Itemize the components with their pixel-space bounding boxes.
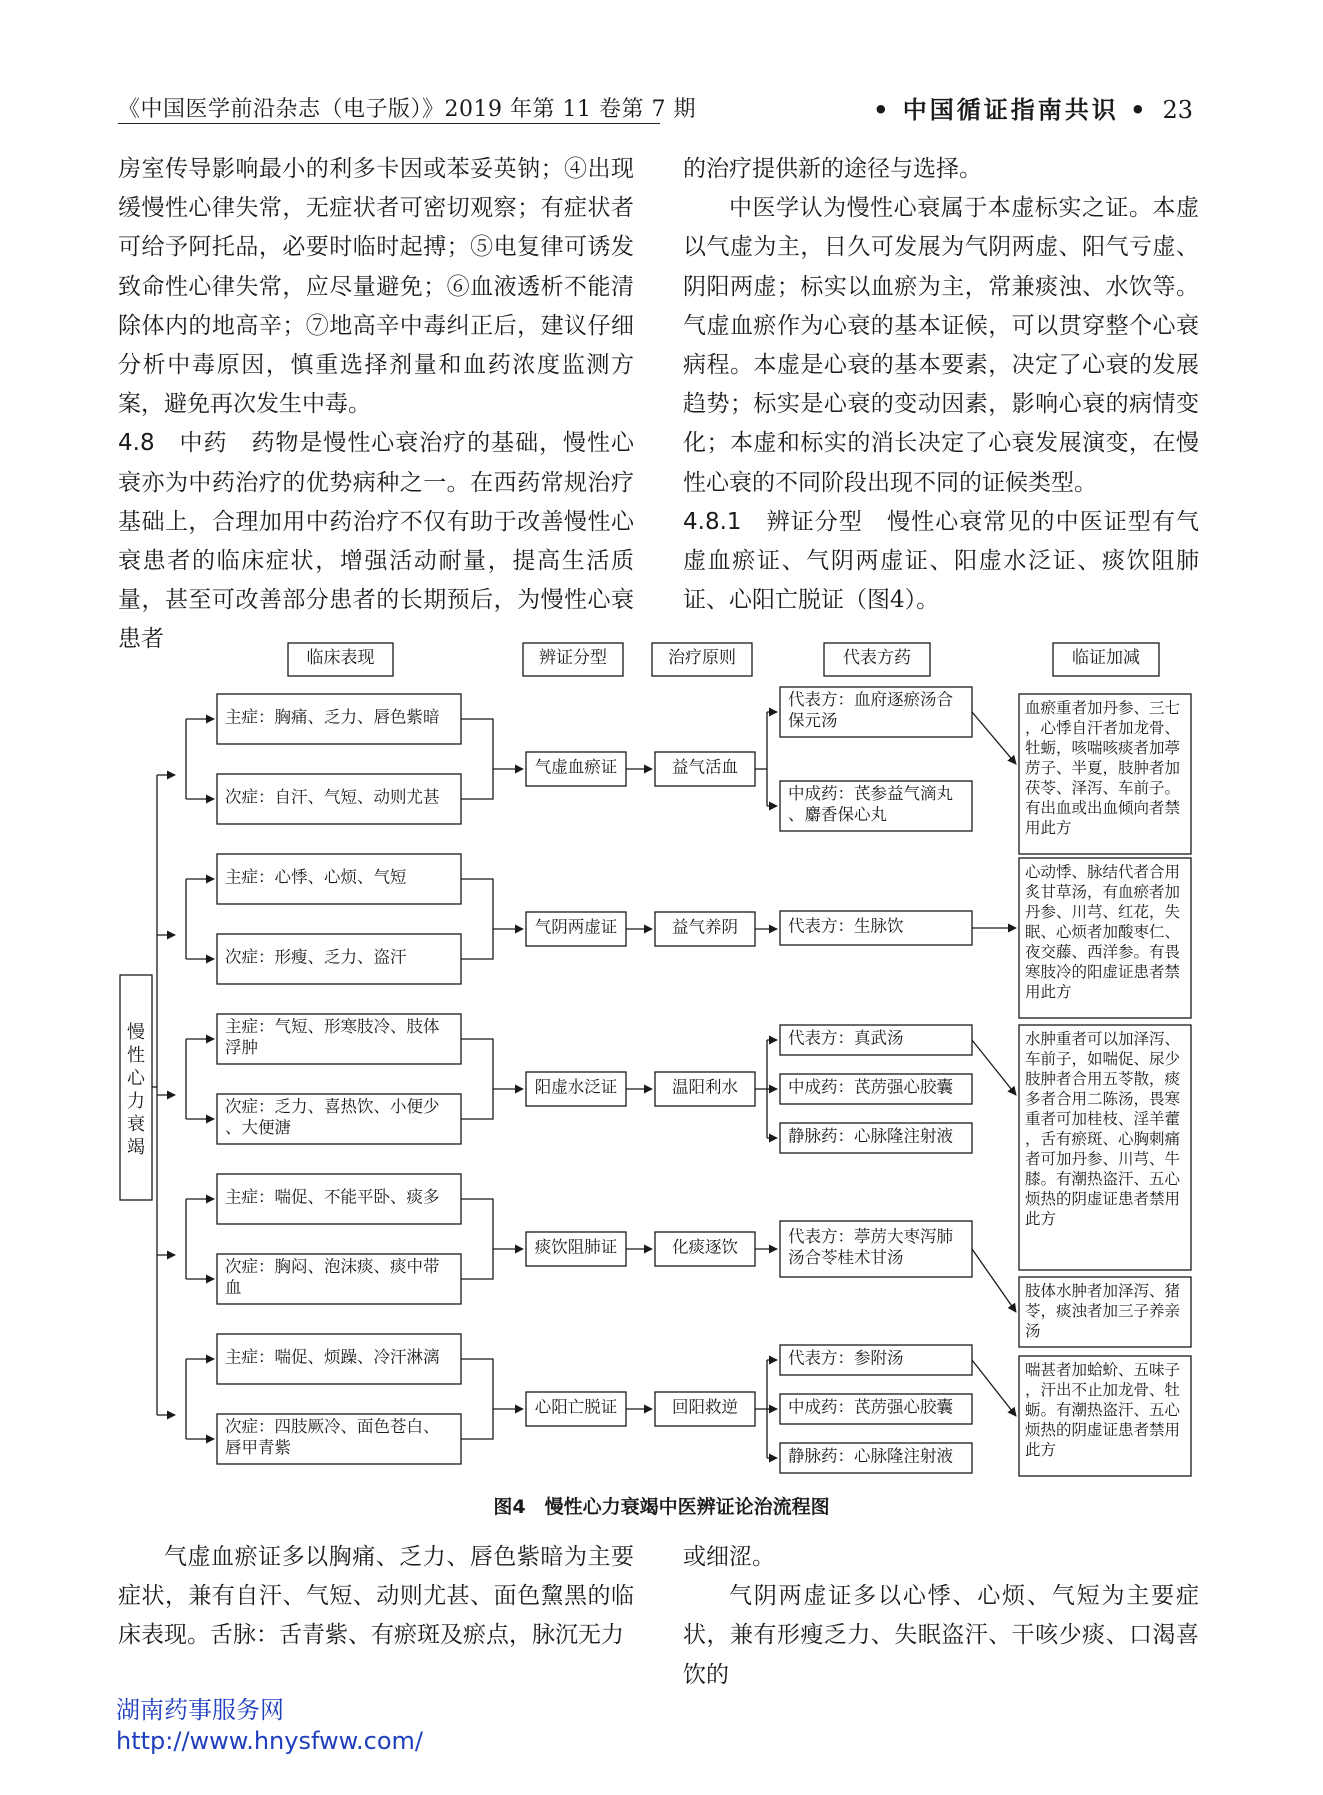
body-right-column-bottom xyxy=(683,1538,1199,1695)
drug-box-text: 中成药：芪苈强心胶囊 xyxy=(788,1077,953,1097)
drug-box xyxy=(780,1443,972,1473)
modification-box-text: 重者可加桂枝、淫羊藿 xyxy=(1025,1110,1181,1129)
modification-box-text: 蛎。有潮热盗汗、五心 xyxy=(1025,1401,1181,1420)
modification-box-text: 丹参、川芎、红花，失 xyxy=(1025,903,1181,922)
main-symptom-box xyxy=(217,1014,461,1064)
root-box xyxy=(120,975,152,1200)
column-header xyxy=(523,643,623,676)
paragraph: 4.8.1 辨证分型 慢性心衰常见的中医证型有气虚血瘀证、气阴两虚证、阳虚水泛证、痰饮阻肺证、心阳亡脱证（图4）。 xyxy=(683,508,1200,614)
main-symptom-box-text: 主症：胸痛、乏力、唇色紫暗 xyxy=(225,707,440,727)
secondary-symptom-box xyxy=(217,1254,461,1304)
modification-box xyxy=(1019,858,1191,1018)
main-symptom-box xyxy=(217,694,461,744)
secondary-symptom-box-text: 次症：四肢厥冷、面色苍白、 xyxy=(225,1417,440,1437)
modification-box xyxy=(1019,1277,1191,1347)
flow-arrow xyxy=(972,712,1016,764)
column-header-text: 临床表现 xyxy=(306,647,375,668)
modification-box-text: 烦热的阴虚证患者禁用 xyxy=(1025,1190,1181,1209)
secondary-symptom-box xyxy=(217,1094,461,1144)
drug-box-text: 代表方：参附汤 xyxy=(788,1348,904,1368)
paragraph: 气虚血瘀证多以胸痛、乏力、唇色紫暗为主要症状，兼有自汗、气短、动则尤甚、面色黧黑的临床表现。舌脉：舌青紫、有瘀斑及瘀点，脉沉无力 xyxy=(118,1544,634,1649)
modification-box-text: 炙甘草汤，有血瘀者加 xyxy=(1025,883,1181,902)
watermark-url: http://www.hnysfww.com/ xyxy=(116,1727,424,1755)
root-char: 慢 xyxy=(127,1022,145,1043)
modification-box-text: 多者合用二陈汤，畏寒 xyxy=(1025,1090,1181,1109)
paragraph: 或细涩。 xyxy=(683,1544,775,1570)
watermark xyxy=(116,1695,423,1757)
column-header-text: 代表方药 xyxy=(843,647,911,668)
flow-arrow xyxy=(972,1360,1016,1416)
journal-header: 《中国医学前沿杂志（电子版）》2019 年第 11 卷第 7 期 xyxy=(118,97,696,122)
main-symptom-box xyxy=(217,1334,461,1384)
modification-box-text: ，心悸自汗者加龙骨、 xyxy=(1025,719,1181,738)
root-char: 力 xyxy=(127,1091,145,1112)
main-symptom-box-text: 主症：心悸、心烦、气短 xyxy=(225,867,407,887)
column-header xyxy=(1053,643,1159,676)
drug-box xyxy=(780,1074,972,1104)
secondary-symptom-box-text: 、大便溏 xyxy=(225,1118,291,1138)
drug-box-text: 代表方：真武汤 xyxy=(788,1028,904,1048)
syndrome-box-text: 阳虚水泛证 xyxy=(534,1077,618,1097)
section-title: • 中国循证指南共识 • xyxy=(873,96,1149,124)
syndrome-box-text: 痰饮阻肺证 xyxy=(534,1237,618,1257)
syndrome-box xyxy=(526,752,626,786)
modification-box-text: 心动悸、脉结代者合用 xyxy=(1025,863,1181,882)
modification-box-text: 茯苓、泽泻、车前子。 xyxy=(1025,779,1181,798)
modification-box-text: 苈子、半夏，肢肿者加 xyxy=(1025,759,1181,778)
drug-box xyxy=(780,1394,972,1424)
secondary-symptom-box-text: 次症：形瘦、乏力、盗汗 xyxy=(225,947,407,967)
drug-box-text: 静脉药：心脉隆注射液 xyxy=(788,1126,953,1146)
paragraph: 中医学认为慢性心衰属于本虚标实之证。本虚以气虚为主，日久可发展为气阴两虚、阳气亏虚、阴阳两虚；标实以血瘀为主，常兼痰浊、水饮等。气虚血瘀作为心衰的基本证候，可以贯穿整个心衰病程。本虚是心衰的基本要素，决定了心衰的发展趋势；标实是心衰的变动因素，影响心衰的病情变化；本虚和标实的消长决定了心衰发展演变，在慢性心衰的不同阶段出现不同的证候类型。 xyxy=(683,195,1199,496)
flow-arrow xyxy=(972,1249,1016,1312)
main-symptom-box xyxy=(217,1174,461,1224)
main-symptom-box xyxy=(217,854,461,904)
column-header xyxy=(824,643,930,676)
modification-box-text: 汤 xyxy=(1025,1322,1041,1341)
root-char: 心 xyxy=(127,1068,145,1089)
drug-box xyxy=(780,781,972,831)
column-header-text: 辨证分型 xyxy=(539,647,607,668)
secondary-symptom-box-text: 次症：胸闷、泡沫痰、痰中带 xyxy=(225,1257,440,1277)
modification-box-text: 此方 xyxy=(1025,1441,1057,1460)
modification-box-text: 用此方 xyxy=(1025,819,1072,838)
flow-arrow xyxy=(972,1040,1016,1095)
drug-box xyxy=(780,1025,972,1055)
modification-box-text: ，汗出不止加龙骨、牡 xyxy=(1025,1381,1181,1400)
flow-line xyxy=(461,1039,493,1119)
page-number: 23 xyxy=(1162,96,1193,124)
drug-box xyxy=(780,687,972,737)
modification-box xyxy=(1019,694,1191,854)
modification-box-text: 血瘀重者加丹参、三七 xyxy=(1025,699,1181,718)
principle-box xyxy=(655,1392,755,1426)
section-heading: 4.8 中药 xyxy=(118,430,252,457)
main-symptom-box-text: 浮肿 xyxy=(225,1038,258,1058)
drug-box xyxy=(780,1345,972,1375)
secondary-symptom-box-text: 唇甲青紫 xyxy=(225,1438,291,1458)
modification-box-text: 用此方 xyxy=(1025,983,1072,1002)
syndrome-box xyxy=(526,1072,626,1106)
drug-box-text: 保元汤 xyxy=(788,711,838,731)
secondary-symptom-box-text: 血 xyxy=(225,1278,242,1298)
modification-box-text: 车前子，如喘促、尿少 xyxy=(1025,1050,1181,1069)
flow-line xyxy=(461,1359,493,1439)
modification-box-text: 水肿重者可以加泽泻、 xyxy=(1025,1030,1181,1049)
modification-box-text: ，舌有瘀斑、心胸刺痛 xyxy=(1025,1130,1181,1149)
syndrome-box-text: 气虚血瘀证 xyxy=(534,757,618,777)
column-header-text: 临证加减 xyxy=(1072,647,1140,668)
modification-box-text: 眠、心烦者加酸枣仁、 xyxy=(1025,923,1181,942)
flow-line xyxy=(461,719,493,799)
main-symptom-box-text: 主症：气短、形寒肢冷、肢体 xyxy=(225,1017,440,1037)
modification-box-text: 牡蛎，咳喘咳痰者加葶 xyxy=(1025,739,1181,758)
secondary-symptom-box-text: 次症：乏力、喜热饮、小便少 xyxy=(225,1097,440,1117)
drug-box-text: 汤合苓桂术甘汤 xyxy=(788,1248,904,1268)
main-symptom-box-text: 主症：喘促、烦躁、冷汗淋漓 xyxy=(225,1347,440,1367)
body-left-column-bottom xyxy=(118,1538,634,1656)
secondary-symptom-box xyxy=(217,934,461,984)
drug-box-text: 中成药：芪参益气滴丸 xyxy=(788,784,953,804)
modification-box-text: 夜交藤、西洋参。有畏 xyxy=(1025,943,1181,962)
modification-box-text: 膝。有潮热盗汗、五心 xyxy=(1025,1170,1181,1189)
principle-box xyxy=(655,912,755,946)
principle-box xyxy=(655,752,755,786)
paragraph: 4.8 中药 药物是慢性心衰治疗的基础，慢性心衰亦为中药治疗的优势病种之一。在西药常规治疗基础上，合理加用中药治疗不仅有助于改善慢性心衰患者的临床症状，增强活动耐量，提高生活质量，甚至可改善部分患者的长期预后，为慢性心衰患者 xyxy=(118,430,635,653)
figure-caption: 图4 慢性心力衰竭中医辨证论治流程图 xyxy=(493,1496,830,1518)
main-symptom-box-text: 主症：喘促、不能平卧、痰多 xyxy=(225,1187,440,1207)
modification-box xyxy=(1019,1356,1191,1476)
flow-line xyxy=(461,879,493,959)
secondary-symptom-box xyxy=(217,1414,461,1464)
paragraph: 的治疗提供新的途径与选择。 xyxy=(683,156,982,182)
modification-box-text: 喘甚者加蛤蚧、五味子 xyxy=(1025,1361,1181,1380)
drug-box-text: 代表方：血府逐瘀汤合 xyxy=(788,690,953,710)
column-header-text: 治疗原则 xyxy=(668,647,736,668)
syndrome-box-text: 心阳亡脱证 xyxy=(534,1397,618,1417)
drug-box-text: 中成药：芪苈强心胶囊 xyxy=(788,1397,953,1417)
syndrome-box xyxy=(526,1392,626,1426)
principle-box-text: 益气活血 xyxy=(672,757,738,777)
principle-box xyxy=(655,1232,755,1266)
modification-box-text: 有出血或出血倾向者禁 xyxy=(1025,799,1181,818)
column-header xyxy=(652,643,752,676)
root-char: 性 xyxy=(127,1045,145,1066)
drug-box-text: 代表方：生脉饮 xyxy=(788,916,904,936)
drug-box-text: 、麝香保心丸 xyxy=(788,805,887,825)
secondary-symptom-box-text: 次症：自汗、气短、动则尤甚 xyxy=(225,787,440,807)
root-char: 衰 xyxy=(127,1114,145,1135)
flow-line xyxy=(461,1199,493,1279)
paragraph: 房室传导影响最小的利多卡因或苯妥英钠；④出现缓慢性心律失常，无症状者可密切观察；有症状者可给予阿托品，必要时临时起搏；⑤电复律可诱发致命性心律失常，应尽量避免；⑥血液透析不能清除体内的地高辛；⑦地高辛中毒纠正后，建议仔细分析中毒原因，慎重选择剂量和血药浓度监测方案，避免再次发生中毒。 xyxy=(118,156,634,418)
watermark-name: 湖南药事服务网 xyxy=(116,1696,284,1724)
drug-box-text: 代表方：葶苈大枣泻肺 xyxy=(788,1227,953,1247)
syndrome-box xyxy=(526,912,626,946)
modification-box xyxy=(1019,1025,1191,1270)
column-header xyxy=(288,643,393,676)
principle-box-text: 温阳利水 xyxy=(672,1077,738,1097)
drug-box xyxy=(780,911,972,945)
modification-box-text: 肢肿者合用五苓散，痰 xyxy=(1025,1070,1181,1089)
root-char: 竭 xyxy=(127,1137,145,1158)
principle-box-text: 化痰逐饮 xyxy=(672,1237,738,1257)
section-heading: 4.8.1 辨证分型 xyxy=(683,508,888,535)
drug-box-text: 静脉药：心脉隆注射液 xyxy=(788,1446,953,1466)
principle-box-text: 回阳救逆 xyxy=(672,1397,738,1417)
principle-box-text: 益气养阴 xyxy=(672,917,738,937)
principle-box xyxy=(655,1072,755,1106)
syndrome-box-text: 气阴两虚证 xyxy=(534,917,618,937)
paragraph: 气阴两虚证多以心悸、心烦、气短为主要症状，兼有形瘦乏力、失眠盗汗、干咳少痰、口渴喜饮的 xyxy=(683,1583,1199,1688)
syndrome-box xyxy=(526,1232,626,1266)
modification-box-text: 此方 xyxy=(1025,1210,1057,1229)
modification-box-text: 肢体水肿者加泽泻、猪 xyxy=(1025,1282,1181,1301)
modification-box-text: 烦热的阴虚证患者禁用 xyxy=(1025,1421,1181,1440)
drug-box xyxy=(780,1221,972,1277)
modification-box-text: 者可加丹参、川芎、牛 xyxy=(1025,1150,1181,1169)
secondary-symptom-box xyxy=(217,774,461,824)
drug-box xyxy=(780,1123,972,1153)
modification-box-text: 寒肢冷的阳虚证患者禁 xyxy=(1025,963,1181,982)
modification-box-text: 苓，痰浊者加三子养亲 xyxy=(1025,1302,1181,1321)
